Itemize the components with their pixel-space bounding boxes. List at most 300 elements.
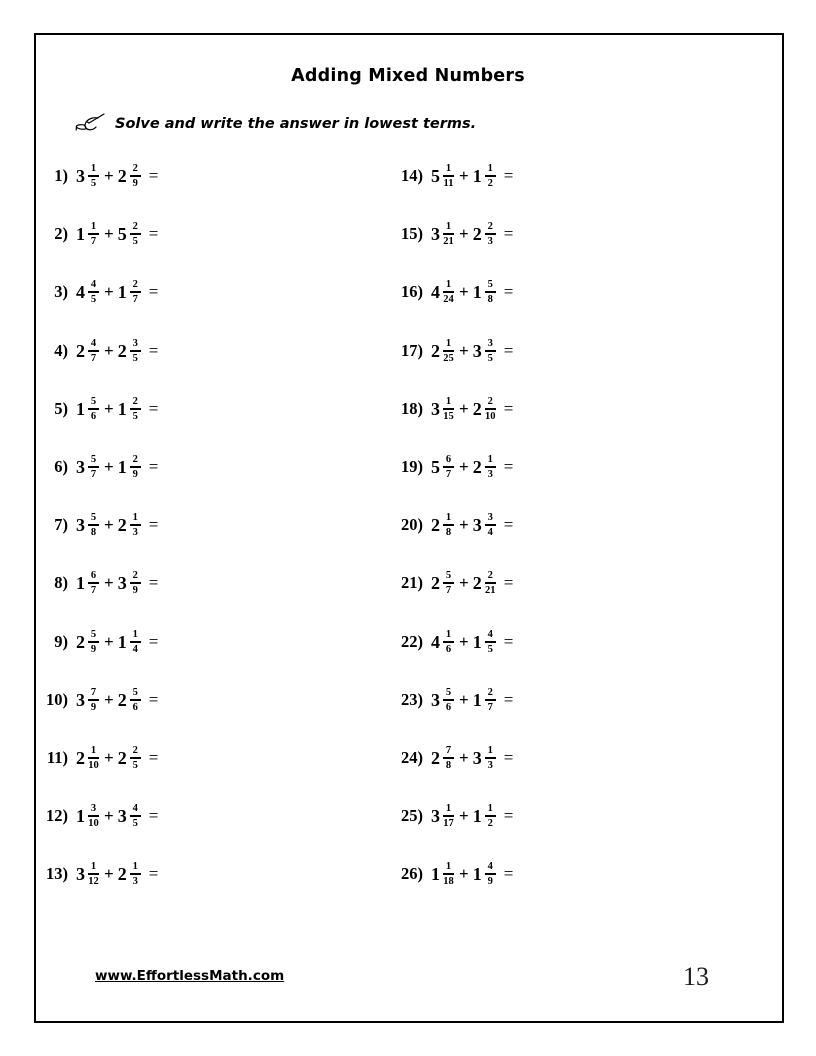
problem-expression (431, 396, 513, 422)
numerator: 2 (132, 570, 138, 582)
fraction (130, 861, 141, 887)
numerator: 4 (487, 628, 493, 640)
problem-item (34, 389, 158, 429)
equals-operator: = (503, 806, 514, 826)
denominator: 5 (132, 352, 138, 364)
numerator: 1 (445, 628, 452, 640)
problem-expression (431, 803, 513, 829)
problem-expression (76, 803, 158, 829)
mixed-number-b (118, 803, 142, 829)
denominator: 7 (90, 469, 97, 480)
denominator: 3 (132, 527, 138, 539)
whole-part: 3 (117, 573, 127, 594)
numerator: 5 (487, 279, 493, 291)
whole-part: 1 (117, 457, 127, 477)
problem-number: 20) (401, 515, 423, 535)
problem-number: 11) (46, 748, 68, 767)
plus-operator: + (104, 748, 114, 767)
whole-part: 2 (431, 340, 440, 361)
problem-number: 7) (54, 515, 68, 535)
mixed-number-b (473, 163, 497, 189)
problem-item (389, 156, 513, 196)
denominator: 3 (487, 760, 493, 771)
whole-part: 2 (117, 689, 127, 710)
equals-operator: = (503, 515, 514, 535)
whole-part: 1 (472, 282, 482, 303)
problem-expression (76, 745, 158, 771)
numerator: 7 (445, 744, 452, 756)
problems-area (0, 156, 750, 896)
numerator: 1 (445, 162, 452, 174)
fraction (443, 454, 454, 480)
problem-number: 18) (401, 398, 423, 418)
problem-number: 4) (54, 340, 68, 360)
problem-item (389, 738, 513, 778)
fraction-bar (130, 524, 141, 526)
numerator: 2 (132, 162, 138, 174)
numerator: 1 (90, 861, 97, 873)
fraction (130, 338, 141, 364)
numerator: 2 (487, 570, 493, 582)
plus-operator: + (459, 166, 469, 185)
mixed-number-a (76, 803, 100, 829)
whole-part: 4 (76, 282, 85, 303)
equals-operator: = (148, 457, 159, 476)
fraction-bar (485, 582, 496, 584)
denominator: 9 (132, 178, 138, 189)
numerator: 3 (132, 337, 138, 349)
fraction-bar (443, 873, 454, 875)
fraction-bar (88, 291, 99, 293)
mixed-number-b (118, 279, 142, 305)
fraction (485, 629, 496, 655)
whole-part: 5 (117, 224, 127, 245)
plus-operator: + (104, 457, 114, 476)
whole-part: 2 (431, 573, 440, 594)
fraction (130, 570, 141, 596)
problem-expression (431, 221, 513, 247)
fraction (485, 163, 496, 189)
fraction (485, 861, 496, 887)
problem-expression (76, 454, 158, 480)
fraction (443, 163, 454, 189)
instruction-text: Solve and write the answer in lowest terms. (115, 116, 477, 132)
numerator: 2 (132, 395, 138, 407)
fraction-bar (485, 757, 496, 759)
fraction-bar (130, 873, 141, 875)
fraction-bar (443, 350, 454, 352)
fraction (88, 803, 99, 829)
problem-item (34, 505, 158, 545)
problem-expression (76, 396, 158, 422)
fraction (485, 221, 496, 247)
denominator: 11 (443, 178, 454, 189)
page-number: 13 (683, 962, 709, 991)
numerator: 5 (132, 686, 138, 698)
mixed-number-b (473, 454, 497, 480)
denominator: 24 (443, 294, 454, 306)
footer-website-link[interactable]: www.EffortlessMath.com (95, 968, 285, 984)
whole-part: 2 (431, 748, 440, 768)
problem-number: 19) (401, 457, 423, 476)
equals-operator: = (148, 340, 159, 360)
denominator: 5 (132, 236, 138, 248)
problem-expression (76, 221, 158, 247)
problem-item (389, 331, 513, 371)
fraction-bar (130, 815, 141, 817)
denominator: 9 (90, 701, 97, 713)
mixed-number-b (118, 338, 142, 364)
mixed-number-b (473, 687, 497, 713)
problem-expression (431, 570, 513, 596)
problem-number: 23) (401, 689, 423, 709)
numerator: 2 (487, 686, 493, 698)
whole-part: 3 (472, 748, 482, 768)
problem-expression (431, 512, 513, 538)
equals-operator: = (148, 631, 159, 651)
plus-operator: + (459, 340, 469, 360)
plus-operator: + (104, 573, 114, 593)
fraction-bar (88, 175, 99, 177)
denominator: 7 (445, 585, 452, 597)
fraction-bar (443, 233, 454, 235)
denominator: 8 (487, 294, 493, 306)
fraction-bar (485, 408, 496, 410)
fraction-bar (88, 524, 99, 526)
mixed-number-a (431, 687, 455, 713)
plus-operator: + (459, 282, 469, 302)
mixed-number-b (118, 163, 142, 189)
mixed-number-a (431, 745, 455, 771)
fraction (485, 396, 496, 422)
problem-expression (431, 861, 513, 887)
fraction (485, 803, 496, 829)
fraction (443, 396, 454, 422)
whole-part: 5 (431, 457, 440, 477)
equals-operator: = (503, 457, 514, 476)
fraction-bar (88, 641, 99, 643)
numerator: 2 (132, 453, 138, 465)
fraction-bar (485, 524, 496, 526)
problem-number: 13) (46, 864, 68, 884)
whole-part: 1 (472, 631, 482, 652)
mixed-number-a (431, 454, 455, 480)
fraction-bar (130, 699, 141, 701)
whole-part: 4 (431, 631, 440, 652)
fraction (485, 687, 496, 713)
problem-item (34, 563, 158, 603)
fraction (130, 687, 141, 713)
numerator: 5 (90, 512, 97, 524)
denominator: 8 (90, 527, 97, 539)
denominator: 6 (445, 701, 452, 713)
plus-operator: + (104, 864, 114, 884)
equals-operator: = (503, 398, 514, 418)
plus-operator: + (459, 689, 469, 709)
problem-expression (76, 629, 158, 655)
fraction (88, 221, 99, 247)
fraction-bar (88, 699, 99, 701)
fraction (485, 570, 496, 596)
denominator: 21 (443, 236, 454, 248)
denominator: 7 (90, 236, 97, 248)
fraction (88, 629, 99, 655)
mixed-number-a (431, 629, 455, 655)
problem-expression (431, 454, 513, 480)
mixed-number-a (76, 396, 100, 422)
mixed-number-b (473, 570, 497, 596)
fraction (88, 396, 99, 422)
fraction (88, 163, 99, 189)
denominator: 10 (484, 410, 496, 422)
denominator: 2 (487, 818, 493, 830)
denominator: 7 (445, 469, 452, 480)
plus-operator: + (104, 398, 114, 418)
mixed-number-a (431, 396, 455, 422)
problem-item (389, 272, 513, 312)
plus-operator: + (459, 806, 469, 826)
problem-number: 21) (401, 573, 423, 593)
pen-icon (74, 112, 106, 136)
fraction-bar (485, 350, 496, 352)
problem-number: 9) (54, 631, 68, 651)
fraction (443, 803, 454, 829)
equals-operator: = (503, 689, 514, 709)
fraction-bar (88, 815, 99, 817)
numerator: 5 (90, 395, 97, 407)
denominator: 4 (132, 643, 138, 655)
whole-part: 1 (76, 806, 85, 827)
fraction (130, 279, 141, 305)
whole-part: 3 (431, 689, 440, 710)
whole-part: 1 (76, 398, 85, 419)
equals-operator: = (148, 224, 159, 244)
fraction (443, 279, 454, 305)
whole-part: 1 (472, 806, 482, 827)
whole-part: 3 (76, 166, 85, 186)
equals-operator: = (148, 689, 159, 709)
fraction-bar (443, 466, 454, 468)
denominator: 8 (445, 760, 452, 771)
problem-item (34, 796, 158, 836)
equals-operator: = (503, 573, 514, 593)
mixed-number-b (473, 279, 497, 305)
page-title: Adding Mixed Numbers (291, 66, 525, 86)
numerator: 1 (132, 628, 138, 640)
denominator: 25 (443, 352, 454, 364)
mixed-number-a (431, 221, 455, 247)
problem-expression (76, 861, 158, 887)
denominator: 5 (487, 352, 493, 364)
mixed-number-b (118, 454, 142, 480)
denominator: 9 (132, 469, 138, 480)
fraction-bar (485, 641, 496, 643)
numerator: 1 (487, 803, 493, 815)
fraction (88, 338, 99, 364)
fraction-bar (485, 291, 496, 293)
fraction (88, 687, 99, 713)
numerator: 5 (90, 453, 97, 465)
whole-part: 3 (472, 340, 482, 361)
fraction (130, 745, 141, 771)
equals-operator: = (148, 864, 159, 884)
problem-item (34, 680, 158, 720)
denominator: 7 (487, 701, 493, 713)
numerator: 5 (445, 570, 452, 582)
problem-item (389, 505, 513, 545)
fraction (130, 163, 141, 189)
equals-operator: = (148, 166, 159, 185)
problem-number: 3) (54, 282, 68, 302)
fraction-bar (130, 350, 141, 352)
whole-part: 1 (472, 864, 482, 885)
fraction (485, 512, 496, 538)
mixed-number-a (76, 570, 100, 596)
problem-item (389, 389, 513, 429)
mixed-number-b (473, 221, 497, 247)
problem-item (389, 622, 513, 662)
numerator: 2 (487, 221, 493, 233)
whole-part: 1 (431, 864, 440, 885)
problem-number: 25) (401, 806, 423, 826)
mixed-number-a (76, 221, 100, 247)
denominator: 5 (132, 410, 138, 422)
equals-operator: = (503, 166, 514, 185)
whole-part: 2 (472, 398, 482, 419)
denominator: 9 (487, 876, 493, 888)
problem-item (389, 563, 513, 603)
denominator: 12 (88, 876, 99, 888)
denominator: 6 (90, 410, 97, 422)
fraction-bar (130, 408, 141, 410)
mixed-number-b (473, 745, 497, 771)
equals-operator: = (148, 573, 159, 593)
numerator: 4 (487, 861, 493, 873)
mixed-number-a (431, 338, 455, 364)
whole-part: 3 (76, 515, 85, 536)
numerator: 3 (487, 512, 493, 524)
plus-operator: + (459, 573, 469, 593)
whole-part: 2 (76, 748, 85, 768)
problem-expression (76, 570, 158, 596)
denominator: 7 (90, 585, 97, 597)
fraction-bar (485, 233, 496, 235)
problem-number: 5) (54, 398, 68, 418)
fraction-bar (485, 815, 496, 817)
fraction (443, 512, 454, 538)
numerator: 4 (90, 279, 97, 291)
equals-operator: = (503, 864, 514, 884)
mixed-number-b (118, 512, 142, 538)
equals-operator: = (503, 282, 514, 302)
fraction-bar (130, 641, 141, 643)
fraction (130, 454, 141, 480)
numerator: 2 (132, 744, 138, 756)
denominator: 5 (487, 643, 493, 655)
denominator: 3 (132, 876, 138, 888)
denominator: 3 (487, 236, 493, 248)
problem-item (389, 214, 513, 254)
whole-part: 2 (472, 573, 482, 594)
fraction (485, 745, 496, 771)
problem-number: 17) (401, 340, 423, 360)
mixed-number-b (473, 861, 497, 887)
numerator: 2 (132, 221, 138, 233)
equals-operator: = (503, 224, 514, 244)
whole-part: 4 (431, 282, 440, 303)
fraction-bar (88, 757, 99, 759)
mixed-number-b (473, 396, 497, 422)
problem-number: 6) (54, 457, 68, 476)
problem-item (389, 680, 513, 720)
problem-expression (76, 163, 158, 189)
fraction (443, 861, 454, 887)
problem-number: 2) (54, 224, 68, 244)
plus-operator: + (459, 398, 469, 418)
problem-expression (431, 745, 513, 771)
plus-operator: + (104, 515, 114, 535)
fraction (130, 512, 141, 538)
fraction (88, 512, 99, 538)
whole-part: 1 (76, 224, 85, 245)
problem-number: 22) (401, 631, 423, 651)
mixed-number-a (431, 861, 455, 887)
numerator: 1 (445, 337, 452, 349)
fraction-bar (443, 815, 454, 817)
problem-item (34, 854, 158, 894)
problem-item (34, 447, 158, 487)
fraction-bar (443, 757, 454, 759)
whole-part: 3 (117, 806, 127, 827)
mixed-number-b (118, 629, 142, 655)
fraction (443, 745, 454, 771)
whole-part: 1 (117, 631, 127, 652)
fraction (88, 279, 99, 305)
mixed-number-a (76, 338, 100, 364)
numerator: 1 (487, 744, 493, 756)
fraction-bar (485, 466, 496, 468)
whole-part: 3 (76, 864, 85, 885)
whole-part: 3 (431, 224, 440, 245)
denominator: 18 (443, 876, 454, 888)
mixed-number-b (118, 745, 142, 771)
mixed-number-a (76, 454, 100, 480)
fraction-bar (130, 175, 141, 177)
fraction-bar (88, 350, 99, 352)
fraction (443, 629, 454, 655)
whole-part: 1 (76, 573, 85, 594)
mixed-number-a (76, 687, 100, 713)
mixed-number-b (118, 861, 142, 887)
whole-part: 3 (76, 689, 85, 710)
numerator: 6 (445, 453, 452, 465)
mixed-number-a (76, 745, 100, 771)
equals-operator: = (503, 748, 514, 767)
problem-number: 12) (46, 806, 68, 826)
denominator: 5 (132, 760, 138, 771)
numerator: 4 (90, 337, 97, 349)
numerator: 1 (445, 803, 452, 815)
whole-part: 2 (117, 166, 127, 186)
denominator: 17 (443, 818, 454, 830)
fraction-bar (485, 873, 496, 875)
problem-expression (431, 687, 513, 713)
whole-part: 2 (117, 340, 127, 361)
denominator: 5 (90, 294, 97, 306)
fraction-bar (130, 233, 141, 235)
fraction-bar (443, 641, 454, 643)
whole-part: 1 (117, 282, 127, 303)
